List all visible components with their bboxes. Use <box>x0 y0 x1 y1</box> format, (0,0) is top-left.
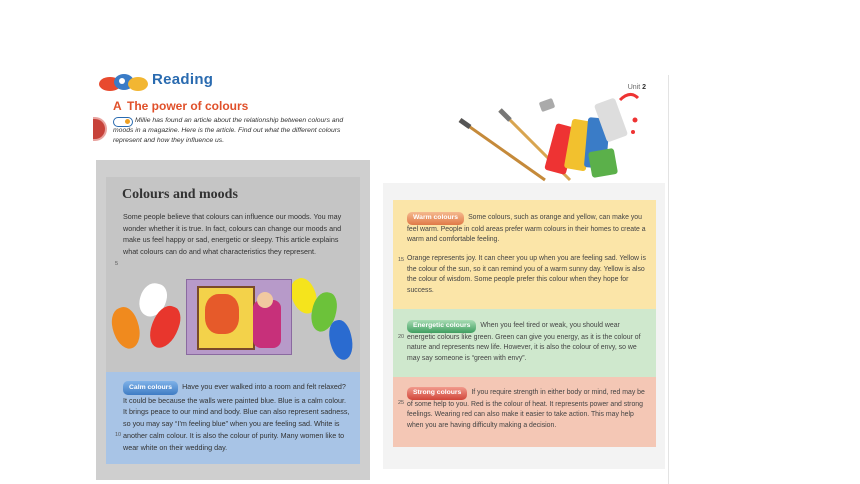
intro-text: Millie has found an article about the relationship between colours and moods in a magazine. Here is the article. Find out what the different colours represent and how they influence us. <box>113 117 344 144</box>
article-title: Colours and moods <box>122 187 238 202</box>
strong-colours-text: Strong colours If you require strength in either body or mind, red may be of some help to you. Red is the colour of heat. It represents power and strong feelings. Wearing red can also make it easier to take action. This may help when you are having difficulty making a decision. <box>407 389 645 429</box>
paint-brushes-icon <box>440 80 650 185</box>
paint-tubes-icon <box>539 94 638 178</box>
line-number: 20 <box>398 334 405 340</box>
unit-number: 2 <box>642 84 646 91</box>
unit-label: Unit 2 <box>627 84 646 91</box>
calm-colours-tag: Calm colours <box>123 381 178 395</box>
energetic-colours-tag: Energetic colours <box>407 320 476 333</box>
energetic-colours-text: Energetic colours When you feel tired or weak, you should wear energetic colours like green. Green can give you energy, as it is the colour of nature and represents new life. However, it is also the colour of envy, so we may say someone is “green with envy”. <box>407 322 641 362</box>
line-number: 5 <box>115 261 119 267</box>
strong-colours-tag: Strong colours <box>407 387 467 400</box>
line-number: 15 <box>398 257 405 263</box>
reading-heading: Reading <box>152 71 214 88</box>
line-number: 25 <box>398 400 405 406</box>
warm-colours-text: Warm colours Some colours, such as orange and yellow, can make you feel warm. People in cold areas prefer warm colours in their homes to create a warm and comfortable feeling. <box>407 214 646 244</box>
line-number: 10 <box>115 432 122 438</box>
section-letter: A <box>113 99 122 113</box>
reading-badge-icon <box>98 72 150 92</box>
painter-illustration <box>186 279 292 355</box>
warm-colours-tag: Warm colours <box>407 212 464 225</box>
section-title: The power of colours <box>127 99 249 113</box>
page-divider <box>668 75 669 484</box>
article-intro-text: Some people believe that colours can influence our moods. You may wonder whether it is true. In fact, colours can change our moods and make us feel happy or sad, energetic or sleepy. This article explains what colours can do and what characteristics they represent. <box>123 212 342 256</box>
calm-colours-text: Calm colours Have you ever walked into a room and felt relaxed? It could be because the walls were painted blue. Blue is a calm colour. It brings peace to our mind and body. Blue can also represent sadness, so you may say “I’m feeling blue” when you are feeling sad. White is another calm colour. It is also the colour of purity. Many women like to wear white on their wedding day. <box>123 382 350 452</box>
warm-colours-text-2: Orange represents joy. It can cheer you up when you are feeling sad. Yellow is the colour of the sun, so it can remind you of a warm sunny day. Yellow is also the colour of wisdom. Some people prefer this colour when they hope for success. <box>407 255 646 294</box>
